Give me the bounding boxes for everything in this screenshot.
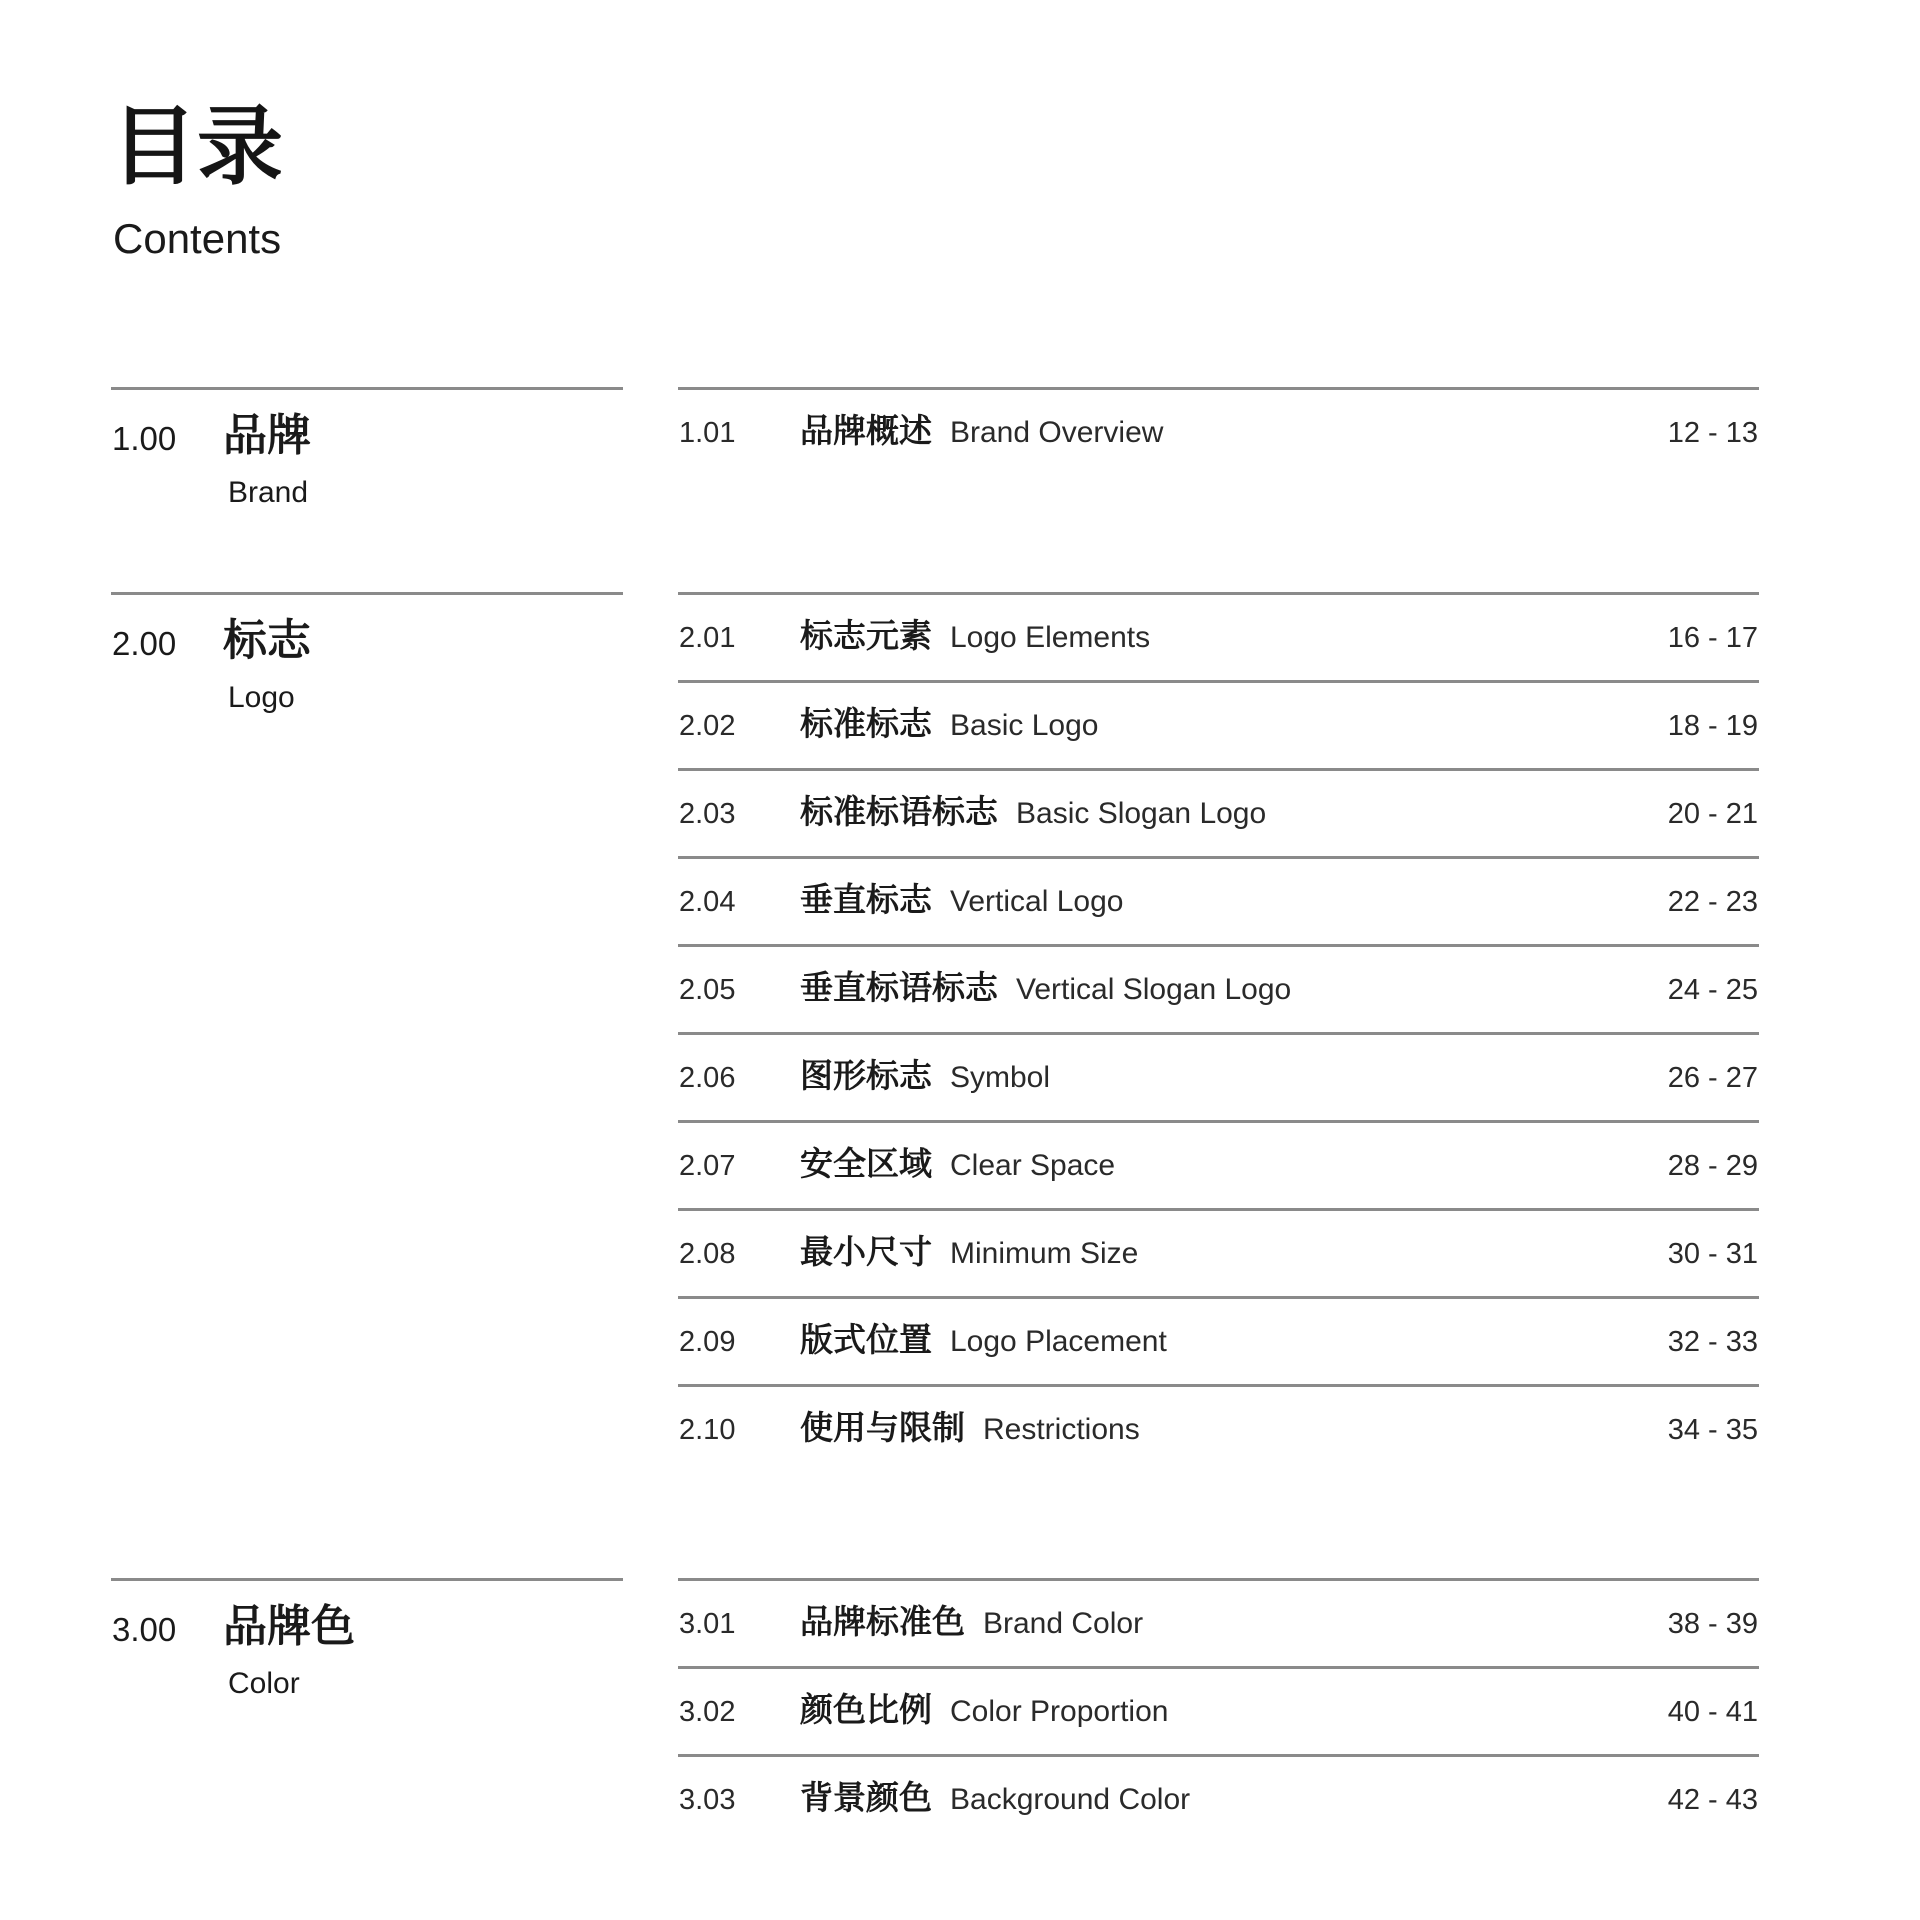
section-heading (111, 592, 623, 714)
entry-title-cn: 背景颜色 (800, 1778, 932, 1817)
entry-title-cn: 垂直标志 (800, 880, 932, 919)
toc-entry[interactable] (678, 1120, 1759, 1208)
entry-title (800, 704, 1099, 743)
entry-title-en: Restrictions (983, 1413, 1140, 1446)
entry-number: 2.10 (679, 1414, 736, 1446)
entry-title-cn: 标志元素 (800, 616, 932, 655)
entry-number: 2.07 (679, 1150, 736, 1182)
entry-title (800, 1144, 1116, 1183)
section-title-en: Color (228, 1667, 300, 1700)
entry-title-cn: 最小尺寸 (800, 1232, 932, 1271)
toc-entry[interactable] (678, 1384, 1759, 1472)
entry-title-en: Minimum Size (950, 1237, 1139, 1270)
entry-pages: 38 - 39 (1667, 1608, 1758, 1640)
toc-entry[interactable] (678, 1754, 1759, 1842)
toc-entry[interactable] (678, 1296, 1759, 1384)
entry-title-en: Basic Logo (950, 709, 1099, 742)
entry-number: 1.01 (679, 417, 736, 449)
entry-title (800, 1690, 1169, 1729)
section-entries (678, 592, 1759, 1472)
entry-number: 3.02 (679, 1696, 736, 1728)
entry-title-cn: 品牌概述 (800, 411, 932, 450)
entry-pages: 12 - 13 (1667, 417, 1758, 449)
entry-title-cn: 品牌标准色 (800, 1602, 965, 1641)
section-heading (111, 387, 623, 509)
entry-pages: 40 - 41 (1667, 1696, 1758, 1728)
section-number: 2.00 (112, 625, 177, 662)
entry-title (800, 1778, 1191, 1817)
entry-pages: 22 - 23 (1667, 886, 1758, 918)
entry-title (800, 792, 1267, 831)
toc-entry[interactable] (678, 592, 1759, 680)
entry-pages: 24 - 25 (1667, 974, 1758, 1006)
entry-title (800, 1056, 1051, 1095)
entry-title-en: Brand Overview (950, 416, 1164, 449)
toc-entry[interactable] (678, 1578, 1759, 1666)
entry-title-en: Vertical Logo (950, 885, 1124, 918)
toc-entry[interactable] (678, 856, 1759, 944)
entry-title-en: Clear Space (950, 1149, 1116, 1182)
page-title-cn: 目录 (111, 97, 283, 197)
entry-title-en: Color Proportion (950, 1695, 1169, 1728)
section-title-en: Logo (228, 681, 295, 714)
section-entries (678, 1578, 1759, 1842)
entry-title (800, 1232, 1139, 1271)
entry-pages: 16 - 17 (1667, 622, 1758, 654)
toc-entry[interactable] (678, 1032, 1759, 1120)
toc-entry[interactable] (678, 768, 1759, 856)
entry-number: 2.08 (679, 1238, 736, 1270)
entry-pages: 26 - 27 (1667, 1062, 1758, 1094)
toc-entry[interactable] (678, 1666, 1759, 1754)
entry-number: 2.02 (679, 710, 736, 742)
entry-pages: 20 - 21 (1667, 798, 1758, 830)
toc-entry[interactable] (678, 944, 1759, 1032)
entry-title-cn: 版式位置 (800, 1320, 932, 1359)
entry-title (800, 1602, 1144, 1641)
entry-number: 2.05 (679, 974, 736, 1006)
entry-number: 2.09 (679, 1326, 736, 1358)
entry-pages: 28 - 29 (1667, 1150, 1758, 1182)
entry-title-cn: 标准标志 (800, 704, 932, 743)
section-number: 1.00 (112, 420, 177, 457)
toc-entry[interactable] (678, 1208, 1759, 1296)
entry-pages: 34 - 35 (1667, 1414, 1758, 1446)
entry-number: 2.01 (679, 622, 736, 654)
section-title-cn: 标志 (223, 615, 311, 666)
entry-title-en: Background Color (950, 1783, 1191, 1816)
page-title-en: Contents (113, 215, 282, 262)
entry-number: 2.04 (679, 886, 736, 918)
entry-title (800, 411, 1164, 450)
entry-title-cn: 使用与限制 (800, 1408, 965, 1447)
entry-number: 3.01 (679, 1608, 736, 1640)
section-title-cn: 品牌色 (223, 1601, 355, 1652)
entry-title-cn: 图形标志 (800, 1056, 932, 1095)
entry-title (800, 1408, 1140, 1447)
entry-pages: 32 - 33 (1667, 1326, 1758, 1358)
entry-title-cn: 垂直标语标志 (800, 968, 998, 1007)
section-entries (678, 387, 1759, 475)
entry-title-cn: 安全区域 (800, 1144, 932, 1183)
entry-title-cn: 标准标语标志 (800, 792, 998, 831)
entry-pages: 42 - 43 (1667, 1784, 1758, 1816)
entry-title-en: Basic Slogan Logo (1016, 797, 1267, 830)
entry-title-en: Symbol (950, 1061, 1051, 1094)
entry-title (800, 880, 1124, 919)
entry-title-en: Vertical Slogan Logo (1016, 973, 1292, 1006)
toc-entry[interactable] (678, 387, 1759, 475)
section-title-en: Brand (228, 476, 309, 509)
entry-title-en: Logo Placement (950, 1325, 1167, 1358)
entry-number: 2.06 (679, 1062, 736, 1094)
entry-title (800, 1320, 1167, 1359)
section-title-cn: 品牌 (223, 410, 311, 461)
entry-title-cn: 颜色比例 (800, 1690, 932, 1729)
entry-title-en: Brand Color (983, 1607, 1144, 1640)
entry-number: 3.03 (679, 1784, 736, 1816)
entry-title (800, 616, 1151, 655)
section-heading (111, 1578, 623, 1700)
section-number: 3.00 (112, 1611, 177, 1648)
entry-pages: 18 - 19 (1667, 710, 1758, 742)
toc-entry[interactable] (678, 680, 1759, 768)
entry-number: 2.03 (679, 798, 736, 830)
entry-pages: 30 - 31 (1667, 1238, 1758, 1270)
entry-title-en: Logo Elements (950, 621, 1151, 654)
entry-title (800, 968, 1292, 1007)
